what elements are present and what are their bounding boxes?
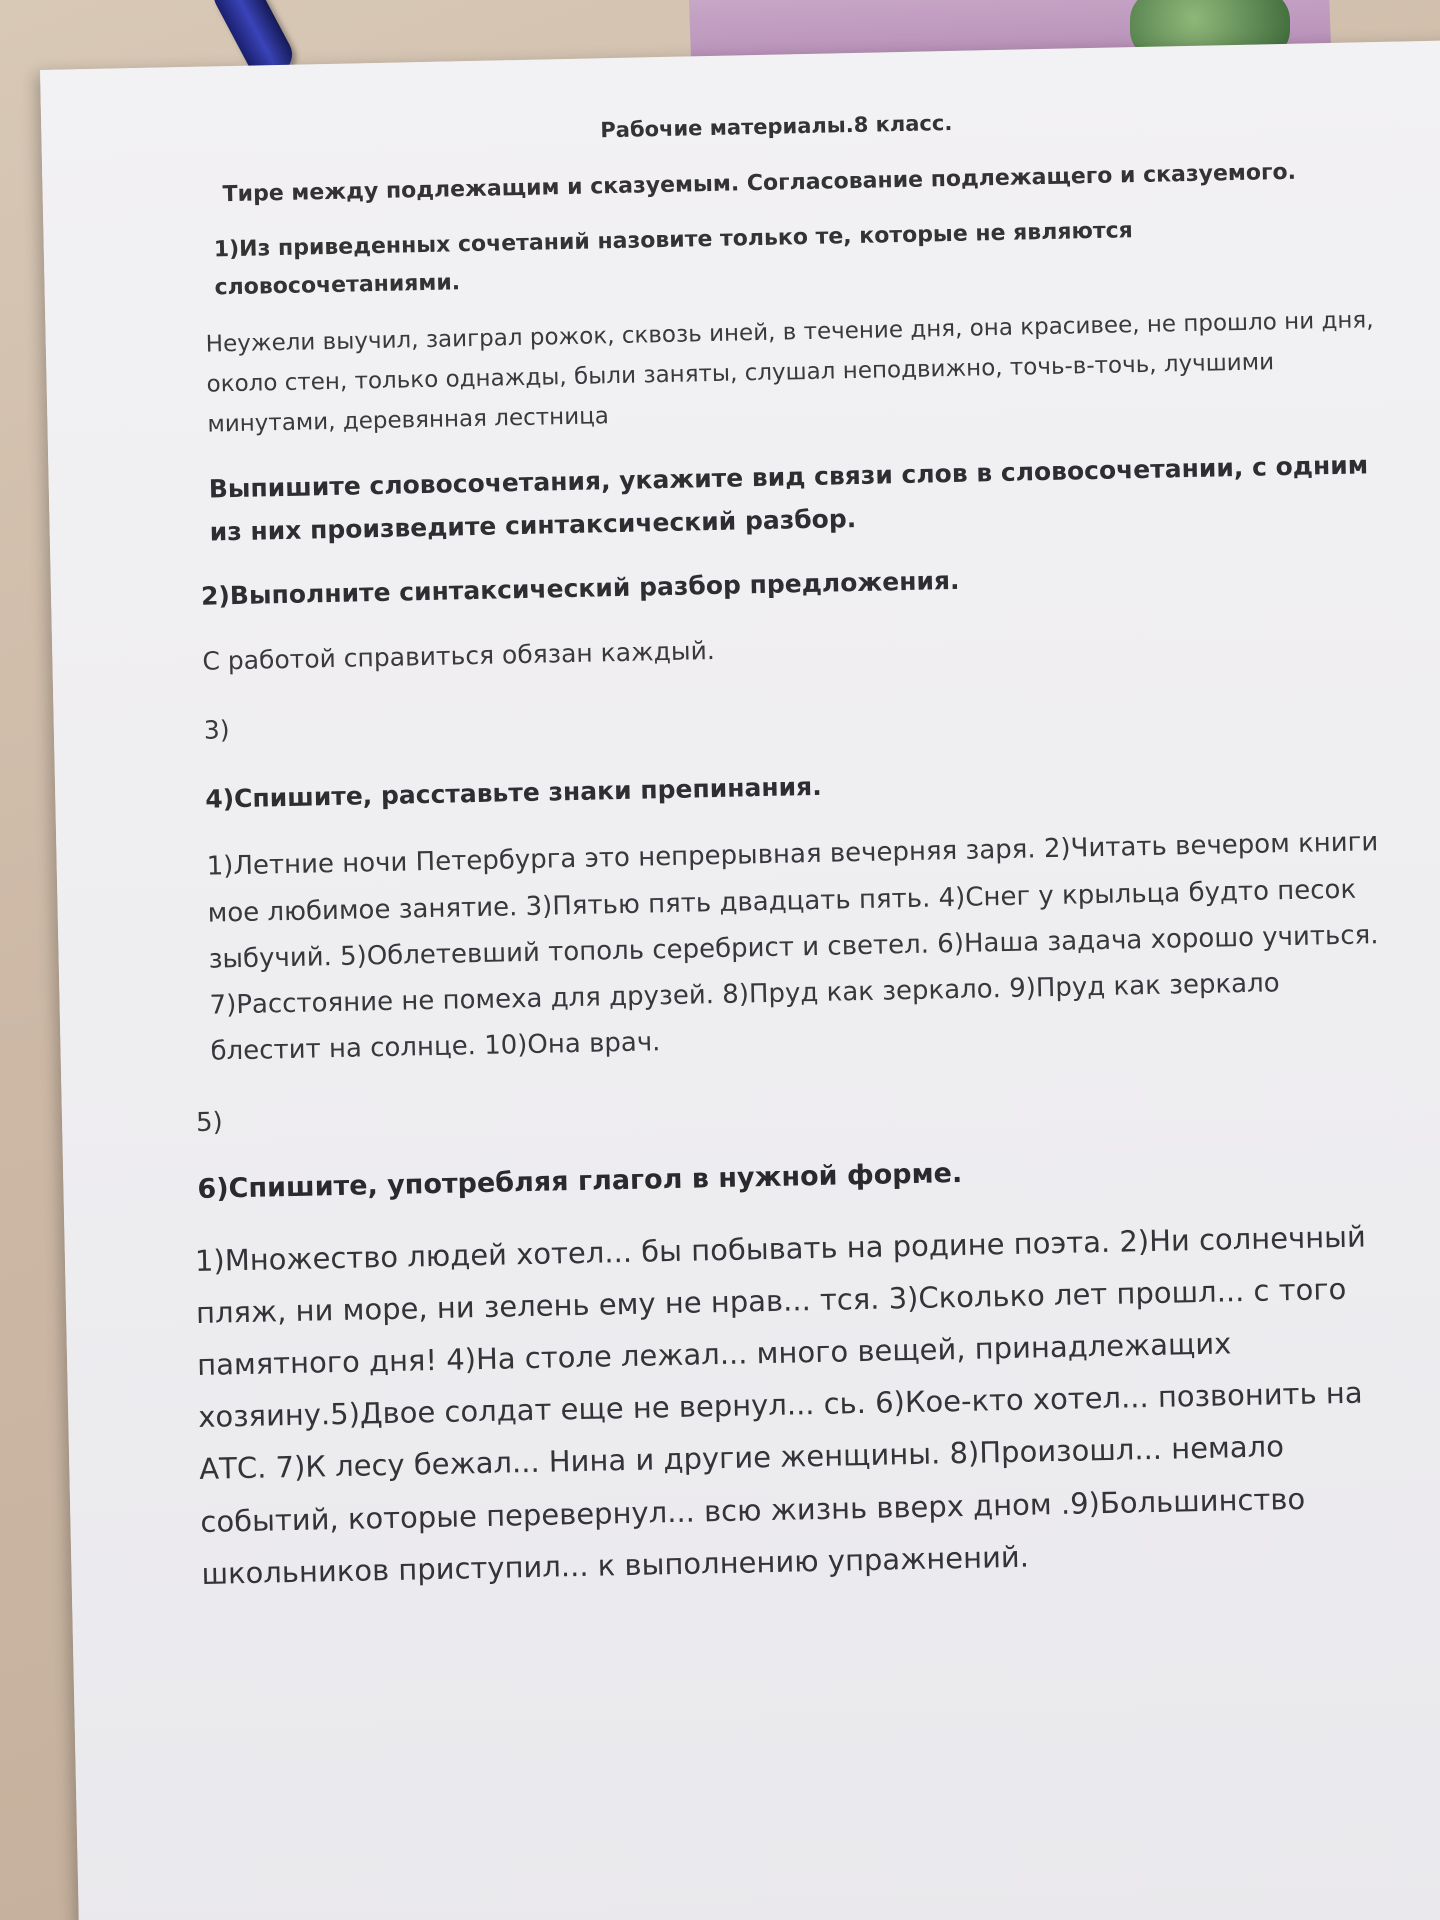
task6-text: 1)Множество людей хотел... бы побывать на родине поэта. 2)Ни солнечный пляж, ни море, ни зелень ему не нрав... тся. 3)Сколько лет прошл... с того памятного дня! 4)На столе лежал... много вещей, принадлежащих хозяину.5)Двое солдат еще не вернул... сь. 6)Кое-кто хотел... позвонить на АТС. 7)К лесу бежал... Нина и другие женщины. 8)Произошл... немало событий, которые перевернул... всю жизнь вверх дном .9)Большинство школьников приступил... к выполнению упражнений.: [194, 1219, 1367, 1591]
task1-heading: 1)Из приведенных сочетаний назовите только те, которые не являются словосочетаниями.: [213, 217, 1133, 301]
worksheet-title: Рабочие материалы.8 класс.: [600, 110, 953, 143]
task2-sentence: С работой справиться обязан каждый.: [202, 636, 716, 676]
task5-number: 5): [195, 1106, 224, 1138]
worksheet-content: [181, 102, 1402, 1599]
task6-heading: 6)Спишите, употребляя глагол в нужной форме.: [197, 1157, 963, 1205]
task2-heading: 2)Выполните синтаксический разбор предложения.: [200, 566, 960, 611]
task4-heading: 4)Спишите, расставьте знаки препинания.: [205, 772, 822, 814]
task4-text: 1)Летние ночи Петербурга это непрерывная вечерняя заря. 2)Читать вечером книги мое любимое занятие. 3)Пятью пять двадцать пять. 4)Снег у крыльца будто песок зыбучий. 5)Облетевший тополь серебрист и светел. 6)Наша задача хорошо учиться. 7)Расстояние не помеха для друзей. 8)Пруд как зеркало. 9)Пруд как зеркало блестит на солнце. 10)Она врач.: [206, 827, 1379, 1067]
task3-number: 3): [203, 715, 230, 745]
worksheet-paper: [40, 39, 1440, 1920]
worksheet-topic: Тире между подлежащим и сказуемым. Согласование подлежащего и сказуемого.: [222, 159, 1297, 208]
task1-instruction: Выпишите словосочетания, укажите вид связи слов в словосочетании, с одним из них произведите синтаксический разбор.: [208, 450, 1369, 547]
task1-text: Неужели выучил, заиграл рожок, сквозь иней, в течение дня, она красивее, не прошло ни дня, около стен, только однажды, были заняты, слушал неподвижно, точь-в-точь, лучшими минутами, деревянная лестница: [205, 306, 1374, 438]
